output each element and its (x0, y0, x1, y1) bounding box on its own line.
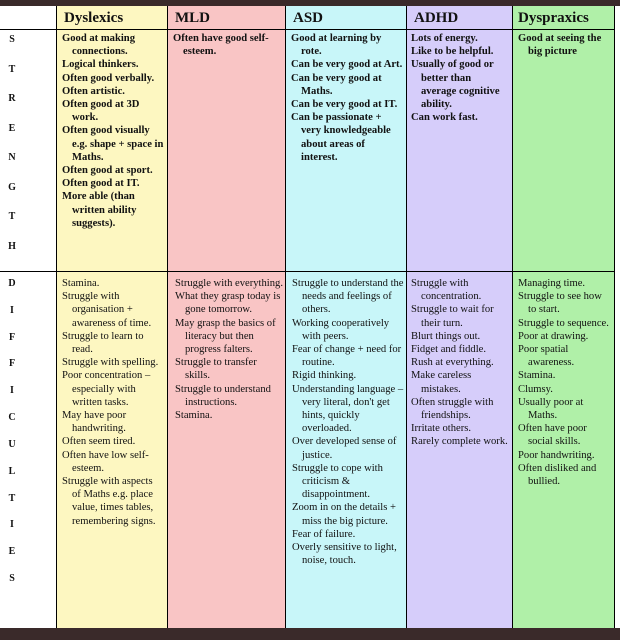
list-item: Struggle to wait for their turn. (411, 304, 494, 329)
list-item: Rigid thinking. (292, 370, 357, 382)
list-item: Rarely complete work. (411, 436, 508, 448)
right-edge (615, 6, 620, 628)
list-item: Usually of good or better than average cognitive ability. (411, 59, 500, 111)
side-letter: S (9, 572, 15, 584)
list-item: Struggle with concentration. (411, 278, 482, 303)
list-item: Often have low self-esteem. (62, 449, 149, 474)
list-item: Blurt things out. (411, 330, 481, 342)
list-item: Make careless mistakes. (411, 370, 472, 395)
list-item: Struggle with aspects of Maths e.g. place value, times tables, remembering signs. (62, 476, 156, 527)
list-item: Can be passionate + very knowledgeable about areas of interest. (291, 112, 391, 163)
header-adhd: ADHD (414, 10, 459, 26)
list-item: Stamina. (518, 370, 556, 382)
list-item: Usually poor at Maths. (518, 396, 584, 422)
grid-line (56, 6, 57, 628)
side-letter: G (8, 181, 16, 193)
list-item: Often good visually e.g. shape + space in Maths. (62, 125, 164, 163)
side-letter: I (10, 519, 14, 531)
list-item: Struggle to understand instructions. (175, 383, 271, 408)
side-letter: T (8, 492, 16, 504)
difficulties-side-label (0, 278, 24, 584)
side-letter: T (8, 211, 16, 223)
difficulties-dyspraxics (518, 277, 612, 488)
list-item: Can work fast. (411, 112, 478, 124)
list-item: What they grasp today is gone tomorrow. (175, 291, 281, 316)
list-item: Stamina. (62, 278, 100, 289)
side-letter: D (8, 278, 16, 289)
list-item: Good at making connections. (62, 33, 135, 58)
bottom-border-strip (0, 628, 620, 640)
list-item: Fear of change + need for routine. (292, 344, 402, 369)
side-letter: I (10, 304, 14, 316)
list-item: Good at learning by rote. (291, 33, 382, 58)
difficulties-dyslexics (62, 277, 164, 528)
list-item: Often have poor social skills. (518, 423, 587, 448)
list-item: Often disliked and bullied. (518, 462, 597, 488)
list-item: Clumsy. (518, 383, 553, 395)
header-dyslexics: Dyslexics (64, 10, 124, 26)
side-letter: I (10, 385, 14, 397)
header-divider (0, 29, 615, 30)
list-item: Zoom in on the details + miss the big picture. (292, 502, 396, 527)
grid-line (614, 6, 615, 628)
list-item: Often struggle with friendships. (411, 396, 494, 422)
list-item: Struggle to cope with criticism & disappointment. (292, 462, 383, 501)
list-item: Overly sensitive to light, noise, touch. (292, 542, 397, 567)
strengths-dyslexics (62, 32, 164, 230)
list-item: Managing time. (518, 278, 586, 289)
grid-line (285, 6, 286, 628)
list-item: Can be very good at Art. (291, 59, 403, 71)
difficulties-adhd (411, 277, 509, 449)
side-letter: T (8, 63, 16, 75)
list-item: Fear of failure. (292, 528, 356, 540)
list-item: May have poor handwriting. (62, 410, 127, 435)
side-letter: U (8, 438, 16, 450)
list-item: Stamina. (175, 410, 213, 422)
list-item: Understanding language – very literal, don't get hints, quickly overloaded. (292, 383, 404, 435)
list-item: May grasp the basics of literacy but then progress falters. (175, 317, 276, 356)
difficulties-mld (175, 277, 283, 422)
list-item: Often have good self-esteem. (173, 33, 269, 58)
list-item: Often good at sport. (62, 165, 153, 177)
list-item: Often seem tired. (62, 436, 136, 448)
side-letter: N (8, 152, 16, 164)
list-item: Struggle to see how to start. (518, 291, 602, 316)
list-item: Often good at IT. (62, 178, 140, 190)
list-item: Often good at 3D work. (62, 99, 140, 124)
list-item: Struggle with organisation + awareness of time. (62, 291, 152, 329)
strengths-side-label (0, 34, 24, 252)
side-letter: S (9, 34, 15, 45)
list-item: Struggle to sequence. (518, 317, 609, 329)
grid-line (512, 6, 513, 628)
list-item: More able (than written ability suggests). (62, 191, 137, 229)
list-item: Poor spatial awareness. (518, 344, 575, 369)
side-letter: R (8, 93, 16, 105)
side-letter: C (8, 412, 16, 424)
list-item: Struggle to transfer skills. (175, 357, 257, 382)
list-item: Poor handwriting. (518, 449, 595, 461)
list-item: Lots of energy. (411, 33, 478, 44)
list-item: Poor at drawing. (518, 330, 589, 342)
list-item: Can be very good at IT. (291, 99, 398, 111)
list-item: Struggle with everything. (175, 278, 283, 289)
list-item: Struggle to understand the needs and feelings of others. (292, 278, 404, 316)
header-mld: MLD (175, 10, 210, 26)
side-letter: F (8, 331, 16, 343)
list-item: Irritate others. (411, 423, 472, 435)
list-item: Working cooperatively with peers. (292, 317, 390, 342)
list-item: Struggle to learn to read. (62, 330, 144, 356)
side-letter: F (8, 358, 16, 370)
difficulties-asd (292, 277, 404, 567)
side-letter: E (8, 546, 16, 558)
strengths-mld (173, 32, 281, 58)
side-letter: L (8, 465, 16, 477)
strengths-asd (291, 32, 403, 164)
header-asd: ASD (293, 10, 324, 26)
strengths-dyspraxics (518, 32, 612, 58)
side-letter: H (8, 240, 16, 252)
row-divider (0, 271, 615, 272)
list-item: Over developed sense of justice. (292, 436, 397, 461)
list-item: Rush at everything. (411, 357, 494, 369)
list-item: Good at seeing the big picture (518, 33, 602, 58)
header-dyspraxics: Dyspraxics (518, 10, 589, 26)
side-letter: E (8, 122, 16, 134)
list-item: Fidget and fiddle. (411, 344, 487, 356)
list-item: Can be very good at Maths. (291, 72, 382, 97)
grid-line (167, 6, 168, 628)
list-item: Poor concentration – especially with written tasks. (62, 370, 151, 408)
grid-line (406, 6, 407, 628)
strengths-adhd (411, 32, 509, 124)
list-item: Logical thinkers. (62, 59, 139, 71)
list-item: Struggle with spelling. (62, 357, 159, 369)
list-item: Like to be helpful. (411, 46, 494, 58)
list-item: Often good verbally. (62, 72, 155, 84)
list-item: Often artistic. (62, 85, 125, 97)
